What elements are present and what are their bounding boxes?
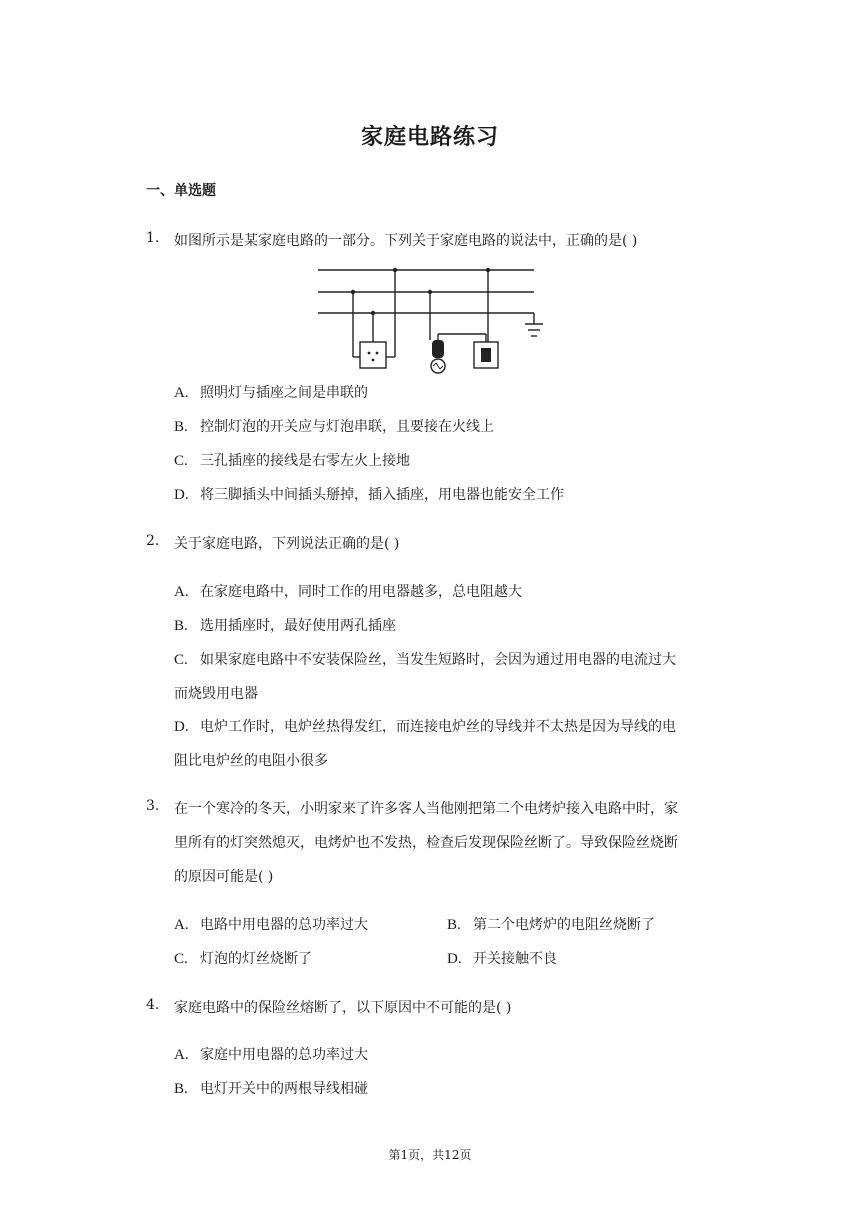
question-text: 如图所示是某家庭电路的一部分。下列关于家庭电路的说法中，正确的是( ) [174, 233, 638, 249]
option-c: C. 三孔插座的接线是右零左火上接地 [174, 453, 410, 469]
option-a: A. 家庭中用电器的总功率过大 [174, 1047, 368, 1063]
page-footer: 第1页，共12页 [388, 1148, 472, 1162]
option-a: A. 电路中用电器的总功率过大 [174, 917, 368, 933]
page-title: 家庭电路练习 [360, 124, 499, 150]
question-text-line3: 的原因可能是( ) [174, 869, 274, 885]
option-d: D. 开关接触不良 [447, 951, 557, 967]
section-heading: 一、单选题 [146, 183, 216, 199]
question-number: 4. [146, 997, 160, 1013]
option-b: B. 控制灯泡的开关应与灯泡串联，且要接在火线上 [174, 419, 494, 435]
option-d: D. 将三脚插头中间插头掰掉，插入插座，用电器也能安全工作 [174, 487, 564, 503]
question-text: 家庭电路中的保险丝熔断了，以下原因中不可能的是( ) [174, 1000, 512, 1016]
question-number: 1. [146, 230, 160, 246]
option-a: A. 在家庭电路中，同时工作的用电器越多，总电阻越大 [174, 584, 522, 600]
option-d-continued: 阻比电炉丝的电阻小很多 [174, 753, 328, 769]
option-b: B. 电灯开关中的两根导线相碰 [174, 1081, 368, 1097]
question-number: 2. [146, 533, 160, 549]
option-d: D. 电炉工作时，电炉丝热得发红，而连接电炉丝的导线并不太热是因为导线的电 [174, 719, 676, 735]
question-text-line2: 里所有的灯突然熄灭，电烤炉也不发热，检查后发现保险丝断了。导致保险丝烧断 [174, 835, 678, 851]
option-c: C. 如果家庭电路中不安装保险丝，当发生短路时，会因为通过用电器的电流过大 [174, 652, 676, 668]
option-c: C. 灯泡的灯丝烧断了 [174, 951, 312, 967]
question-text: 在一个寒冷的冬天，小明家来了许多客人当他刚把第二个电烤炉接入电路中时，家 [174, 801, 678, 817]
circuit-diagram [312, 262, 552, 374]
question-text: 关于家庭电路，下列说法正确的是( ) [174, 536, 400, 552]
option-b: B. 第二个电烤炉的电阻丝烧断了 [447, 917, 655, 933]
option-a: A. 照明灯与插座之间是串联的 [174, 385, 368, 401]
question-number: 3. [146, 798, 160, 814]
option-c-continued: 而烧毁用电器 [174, 686, 258, 702]
option-b: B. 选用插座时，最好使用两孔插座 [174, 618, 396, 634]
